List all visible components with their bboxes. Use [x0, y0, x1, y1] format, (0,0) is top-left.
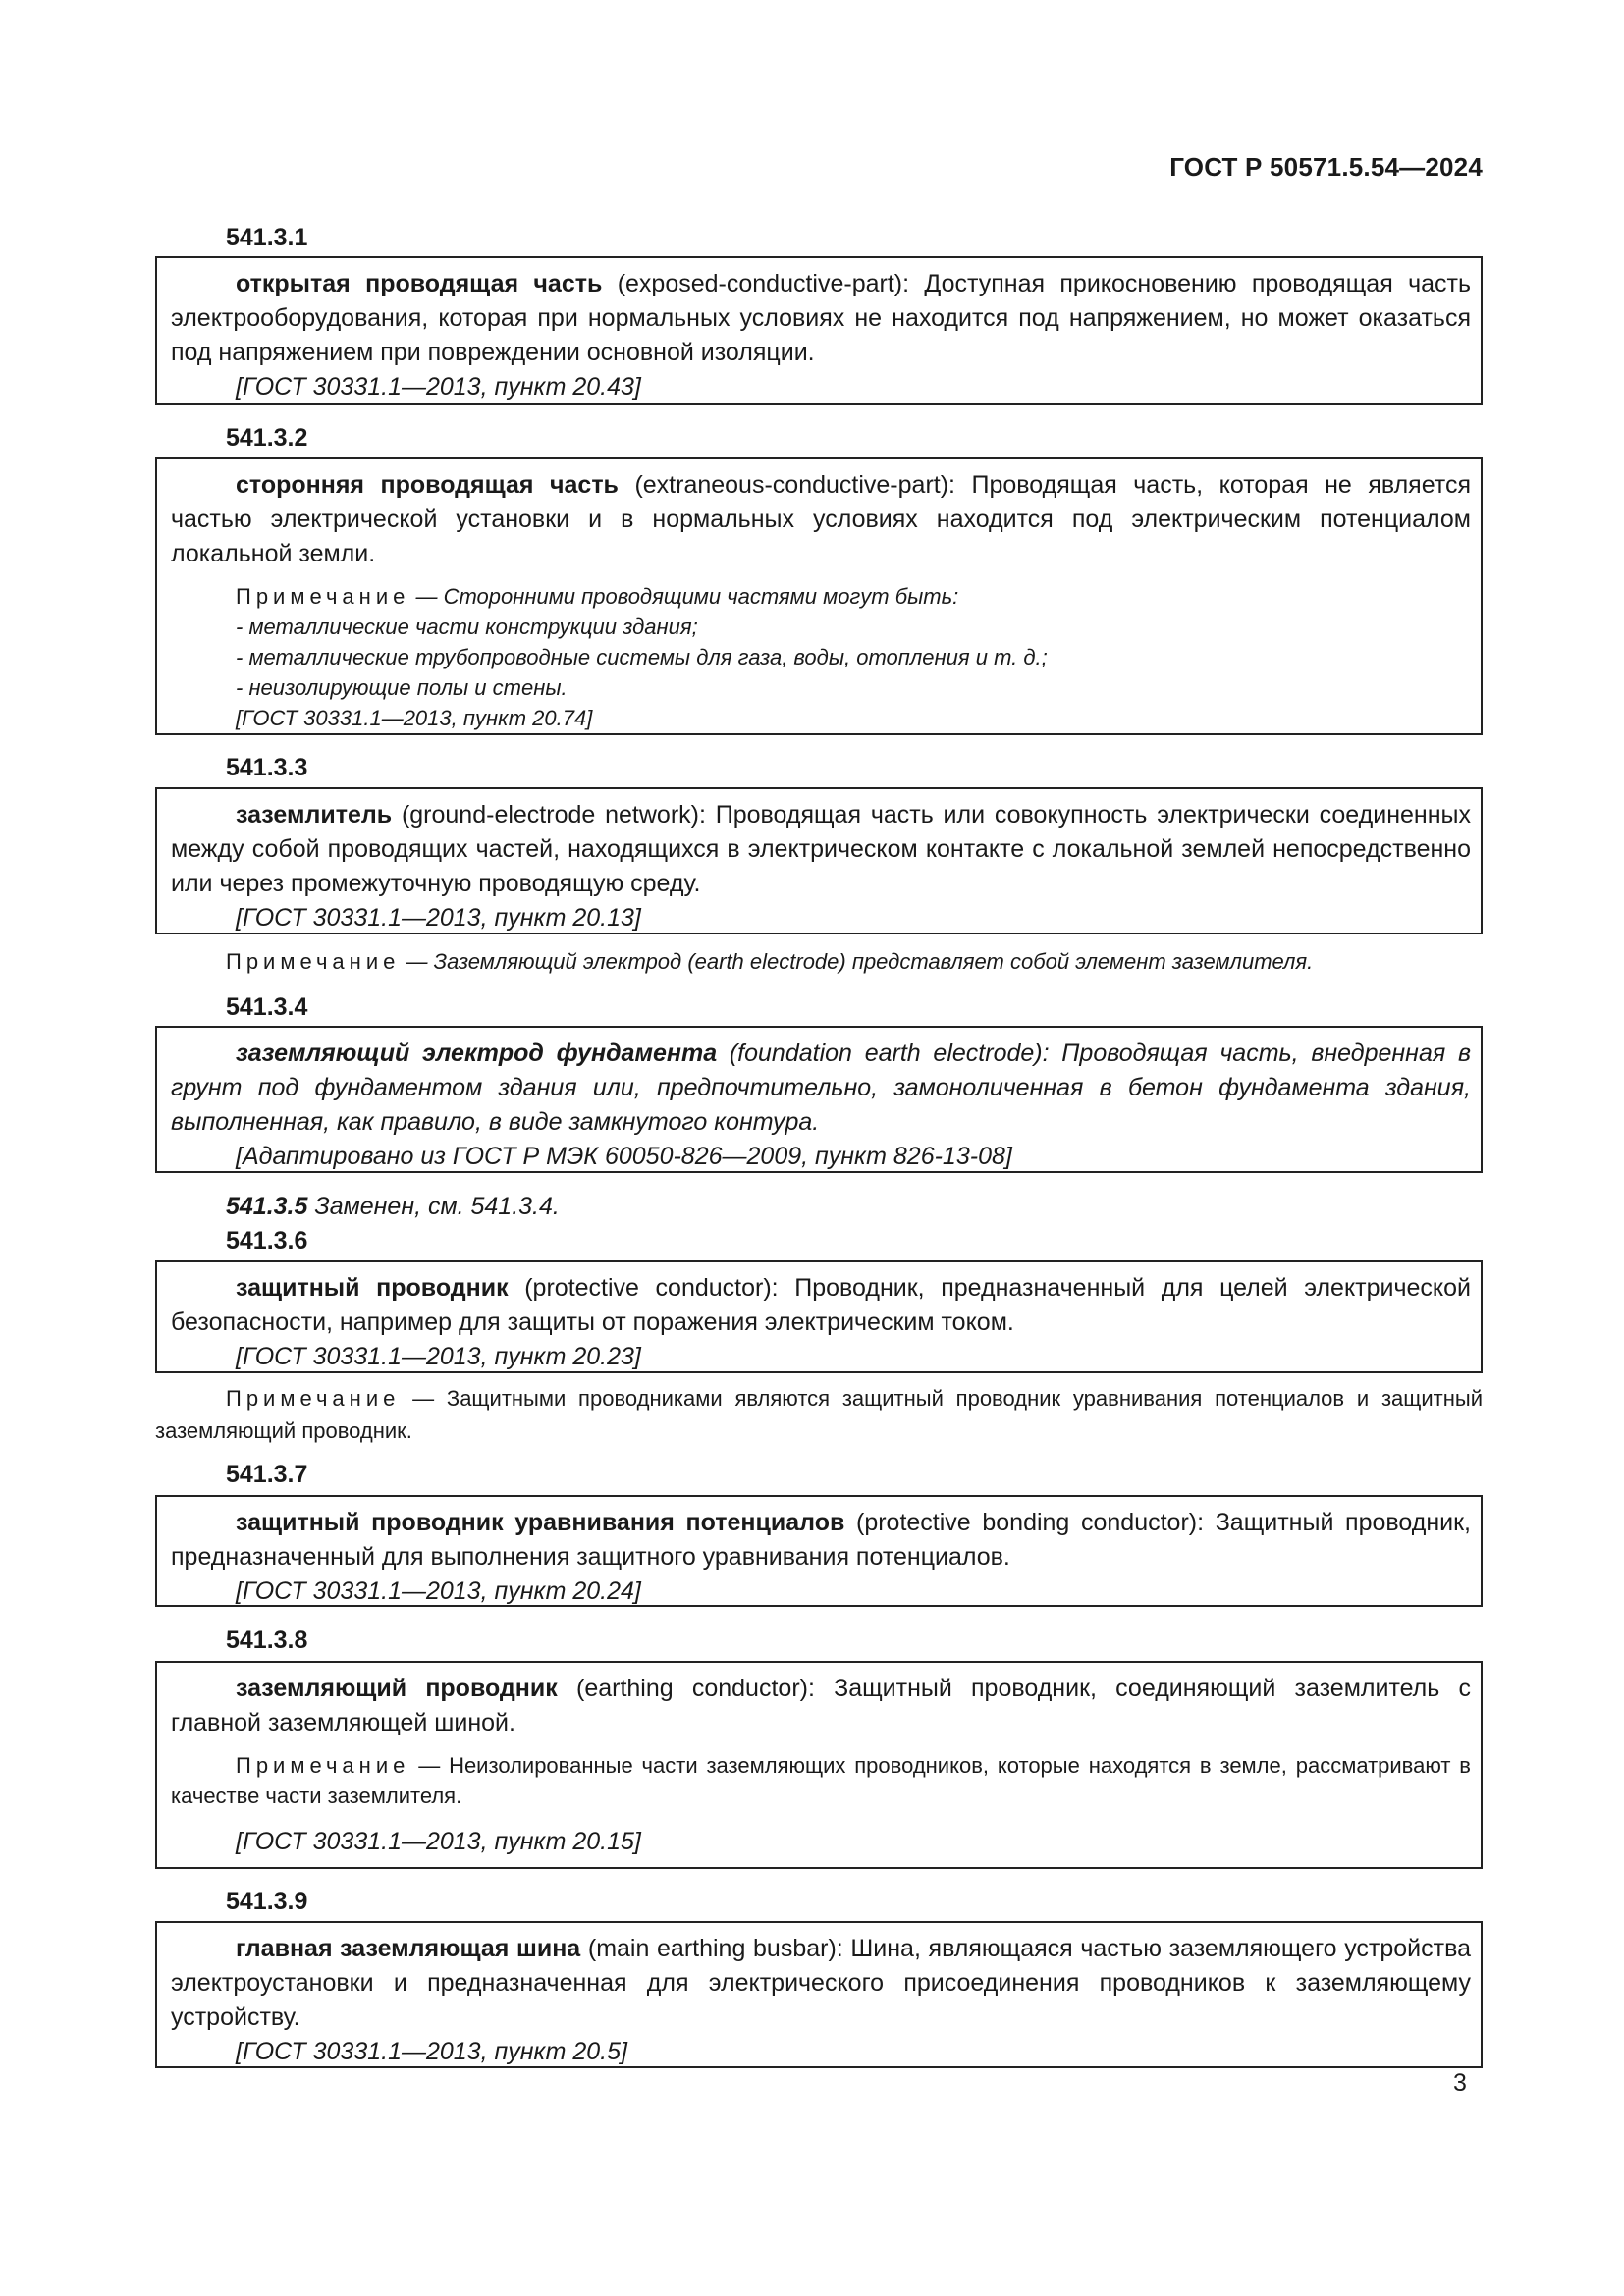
definition-text: открытая проводящая часть (exposed-conductive-part): Доступная прикосновению проводящая часть электрооборудования, которая при нормальных условиях не находится под напряжением, но может оказаться под напряжением при повреждении основной изоляции.	[171, 270, 1471, 366]
clause-number: 541.3.7	[226, 1461, 308, 1488]
source-reference: [ГОСТ 30331.1—2013, пункт 20.23]	[236, 1343, 641, 1370]
term: сторонняя проводящая часть	[236, 471, 619, 499]
source-reference: [ГОСТ 30331.1—2013, пункт 20.24]	[236, 1577, 641, 1605]
term: заземляющий проводник	[236, 1675, 558, 1702]
note-item: - металлические трубопроводные системы для газа, воды, отопления и т. д.;	[236, 645, 1048, 669]
definition-text: заземляющий электрод фундамента (foundation earth electrode): Проводящая часть, внедренная в грунт под фундаментом здания или, предпочтительно, замоноличенная в бетон фундамента здания, выполненная, как правило, в виде замкнутого контура.	[171, 1040, 1471, 1136]
clause-number: 541.3.4	[226, 993, 308, 1021]
term: заземлитель	[236, 801, 393, 828]
replaced-clause: 541.3.5 Заменен, см. 541.3.4.	[226, 1193, 560, 1220]
definition-text: заземляющий проводник (earthing conductor): Защитный проводник, соединяющий заземлитель с главной заземляющей шиной.	[171, 1675, 1471, 1736]
term: защитный проводник	[236, 1274, 509, 1302]
definition-box	[155, 256, 1483, 405]
source-reference: [ГОСТ 30331.1—2013, пункт 20.5]	[236, 2038, 627, 2065]
source-reference: [Адаптировано из ГОСТ Р МЭК 60050-826—2009, пункт 826-13-08]	[236, 1143, 1012, 1170]
clause-number: 541.3.3	[226, 754, 308, 781]
definition-text: заземлитель (ground-electrode network): Проводящая часть или совокупность электрически соединенных между собой проводящих частей, находящихся в электрическом контакте с локальной землей непосредственно или через промежуточную проводящую среду.	[171, 801, 1471, 897]
source-reference: [ГОСТ 30331.1—2013, пункт 20.74]	[236, 706, 593, 730]
definition-box	[155, 1495, 1483, 1607]
page-number: 3	[1453, 2069, 1467, 2097]
term: заземляющий электрод фундамента	[236, 1040, 718, 1067]
note: Примечание — Заземляющий электрод (earth electrode) представляет собой элемент заземлителя.	[226, 949, 1314, 974]
source-reference: [ГОСТ 30331.1—2013, пункт 20.13]	[236, 904, 641, 932]
definition-text: сторонняя проводящая часть (extraneous-conductive-part): Проводящая часть, которая не является частью электрической установки и в нормальных условиях находится под электрическим потенциалом локальной земли.	[171, 471, 1471, 567]
definition-box	[155, 787, 1483, 934]
note-item: - металлические части конструкции здания;	[236, 614, 698, 639]
definition-box	[155, 457, 1483, 735]
definition-box	[155, 1260, 1483, 1373]
source-reference: [ГОСТ 30331.1—2013, пункт 20.15]	[236, 1828, 641, 1855]
clause-number: 541.3.9	[226, 1888, 308, 1915]
clause-number: 541.3.1	[226, 224, 308, 251]
note: Примечание — Защитными проводниками являются защитный проводник уравнивания потенциалов и защитный заземляющий проводник.	[155, 1386, 1483, 1443]
term: открытая проводящая часть	[236, 270, 603, 297]
definition-text: защитный проводник уравнивания потенциалов (protective bonding conductor): Защитный проводник, предназначенный для выполнения защитного уравнивания потенциалов.	[171, 1509, 1472, 1571]
clause-number: 541.3.6	[226, 1227, 308, 1255]
term: защитный проводник уравнивания потенциалов	[236, 1509, 845, 1536]
definition-box	[155, 1921, 1483, 2068]
definition-box	[155, 1661, 1483, 1869]
clause-number: 541.3.8	[226, 1627, 308, 1654]
source-reference: [ГОСТ 30331.1—2013, пункт 20.43]	[236, 373, 641, 400]
definition-text: главная заземляющая шина (main earthing busbar): Шина, являющаяся частью заземляющего устройства электроустановки и предназначенная для электрического присоединения проводников к заземляющему устройству.	[171, 1935, 1471, 2031]
clause-number: 541.3.2	[226, 424, 308, 452]
definition-text: защитный проводник (protective conductor): Проводник, предназначенный для целей электрической безопасности, например для защиты от поражения электрическим током.	[171, 1274, 1471, 1336]
note: Примечание — Сторонними проводящими частями могут быть: - металлические части конструкции здания; - металлические трубопроводные системы для газа, воды, отопления и т. д.; - неизолирующие полы и стены. [ГОСТ 30331.1—2013, пункт 20.74]	[236, 581, 1471, 733]
definition-box	[155, 1026, 1483, 1173]
note-item: - неизолирующие полы и стены.	[236, 675, 568, 700]
document-header: ГОСТ Р 50571.5.54—2024	[1169, 152, 1483, 182]
note: Примечание — Неизолированные части заземляющих проводников, которые находятся в земле, рассматривают в качестве части заземлителя.	[171, 1753, 1471, 1808]
term: главная заземляющая шина	[236, 1935, 581, 1962]
